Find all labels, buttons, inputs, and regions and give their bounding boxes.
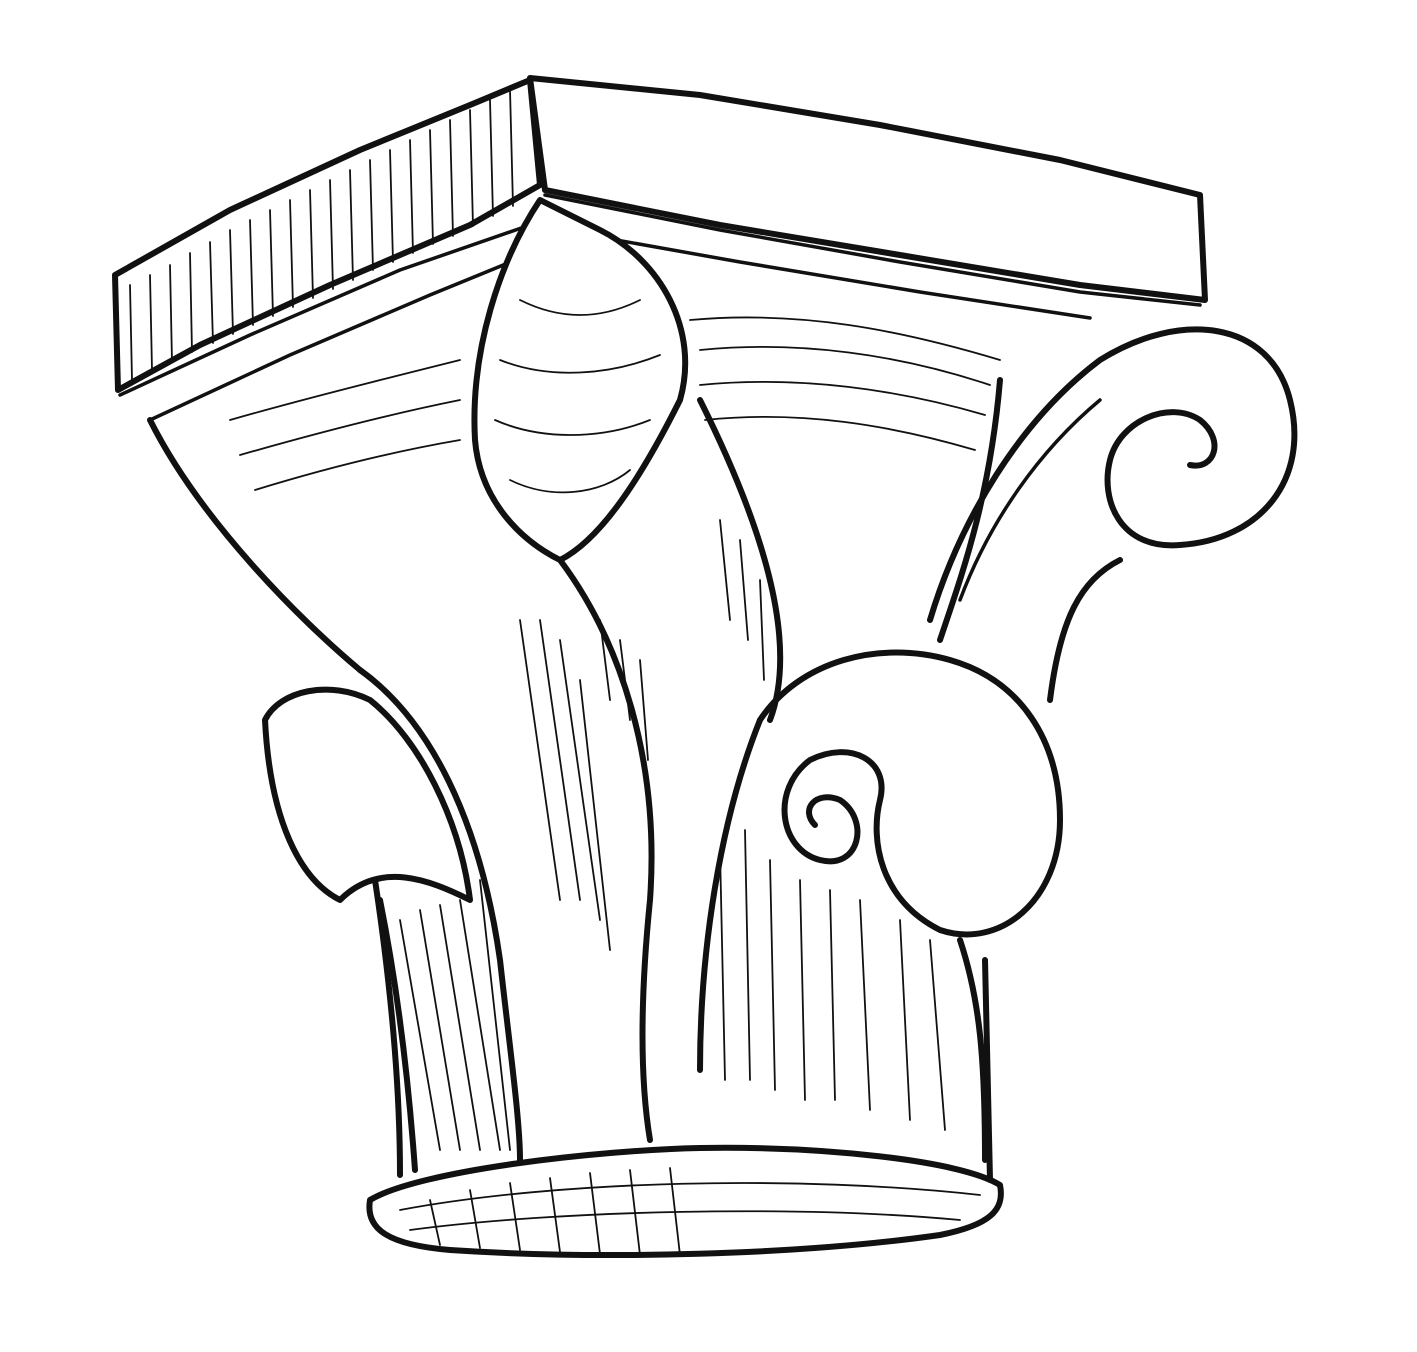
left-leaf xyxy=(265,620,610,1170)
capital-sides xyxy=(375,880,990,1180)
central-bud xyxy=(474,200,685,560)
astragal xyxy=(369,1148,1001,1255)
lower-right-volute xyxy=(700,653,1060,1161)
upper-right-volute xyxy=(930,329,1294,700)
